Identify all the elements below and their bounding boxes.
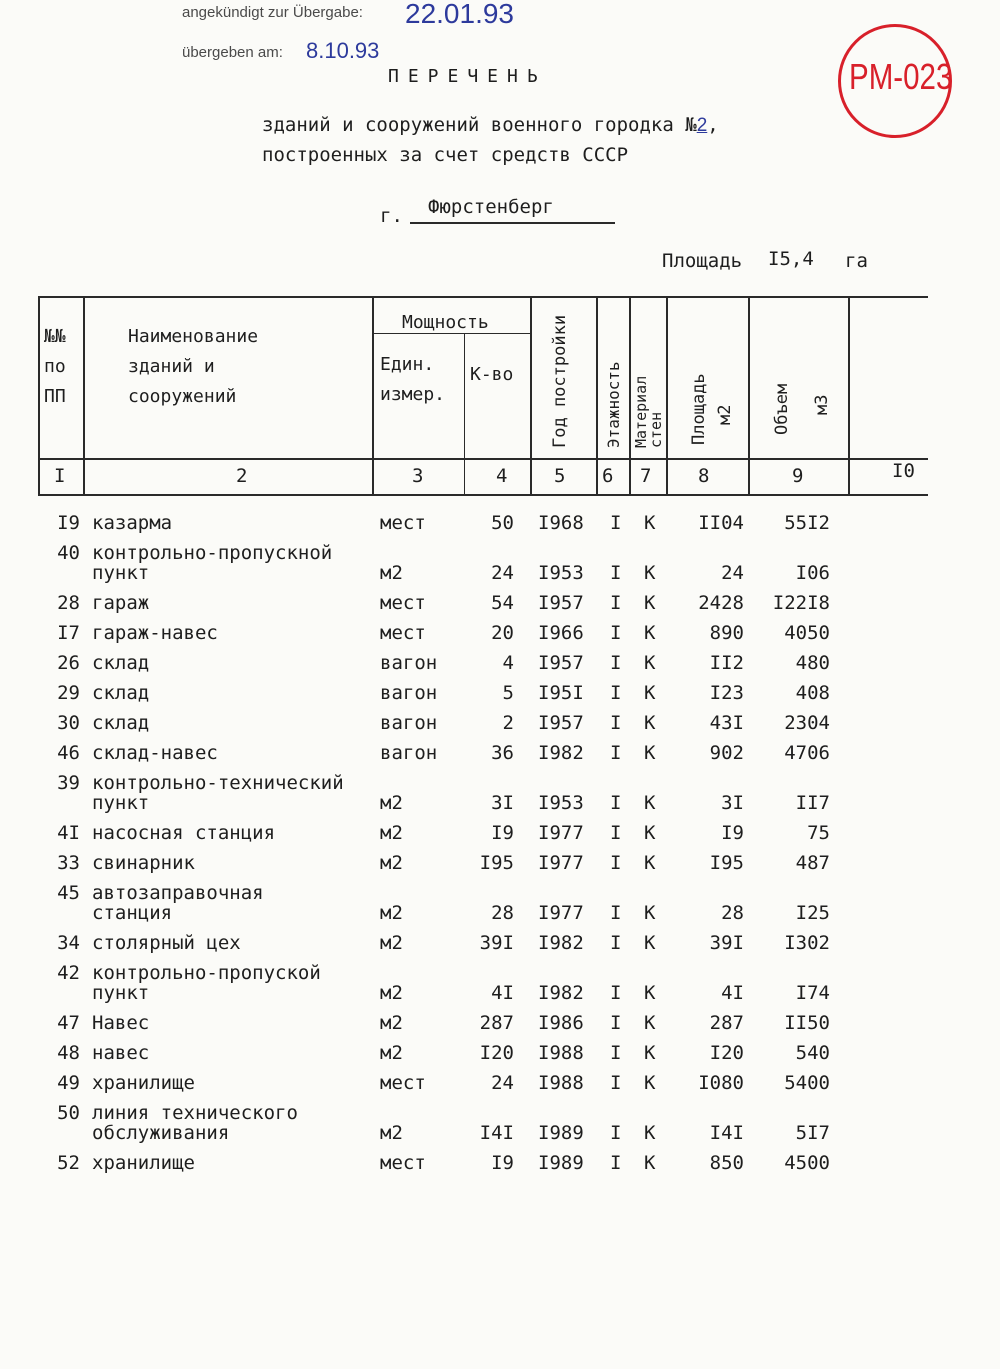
row-number: I9	[57, 512, 80, 534]
row-name: пункт	[92, 562, 150, 584]
row-year: I977	[538, 852, 584, 874]
row-name: автозаправочная	[92, 882, 264, 904]
row-quantity: 50	[491, 512, 514, 534]
row-year: I95I	[538, 682, 584, 704]
row-area: 902	[709, 742, 744, 764]
row-name: контрольно-технический	[92, 772, 344, 794]
row-number: 48	[57, 1042, 80, 1064]
col-number: 4	[496, 465, 508, 487]
row-area: I080	[698, 1072, 744, 1094]
row-number: 34	[57, 932, 80, 954]
header-volume: Объем м3	[772, 383, 832, 435]
row-unit: м2	[380, 902, 403, 924]
row-material: К	[644, 1042, 656, 1064]
subtitle-line2: построенных за счет средств СССР	[262, 144, 629, 166]
row-volume: I22I8	[772, 592, 830, 614]
row-number: 33	[57, 852, 80, 874]
row-material: К	[644, 652, 656, 674]
header-power: Мощность	[402, 312, 489, 333]
row-year: I989	[538, 1122, 584, 1144]
row-material: К	[644, 852, 656, 874]
handed-date: 8.10.93	[306, 38, 380, 63]
row-year: I957	[538, 712, 584, 734]
row-floors: I	[610, 742, 622, 764]
row-name: контрольно-пропуской	[92, 962, 321, 984]
col-border	[666, 296, 668, 496]
row-area: 890	[709, 622, 744, 644]
row-unit: мест	[380, 512, 426, 534]
row-number: 28	[57, 592, 80, 614]
row-year: I977	[538, 822, 584, 844]
row-year: I953	[538, 562, 584, 584]
row-unit: вагон	[380, 742, 438, 764]
area-unit: га	[845, 250, 868, 272]
row-area: I20	[709, 1042, 744, 1064]
row-name: хранилище	[92, 1072, 195, 1094]
row-volume: II50	[784, 1012, 830, 1034]
row-material: К	[644, 822, 656, 844]
row-floors: I	[610, 902, 622, 924]
col-number: 3	[412, 465, 424, 487]
row-quantity: 287	[479, 1012, 514, 1034]
col-border	[464, 334, 465, 496]
row-material: К	[644, 1122, 656, 1144]
row-quantity: 3I	[491, 792, 514, 814]
row-name: насосная станция	[92, 822, 276, 844]
row-volume: 480	[795, 652, 830, 674]
header-material: Материал стен	[632, 375, 665, 448]
col-number: 7	[640, 465, 652, 487]
row-area: I23	[709, 682, 744, 704]
row-name: свинарник	[92, 852, 195, 874]
row-number: 30	[57, 712, 80, 734]
row-year: I968	[538, 512, 584, 534]
col-number: 5	[554, 465, 566, 487]
row-volume: 540	[795, 1042, 830, 1064]
row-unit: м2	[380, 982, 403, 1004]
col-border	[83, 296, 85, 496]
row-floors: I	[610, 792, 622, 814]
handed-label: übergeben am:	[182, 44, 283, 61]
row-unit: мест	[380, 1072, 426, 1094]
row-area: 287	[709, 1012, 744, 1034]
row-name: склад	[92, 682, 150, 704]
row-material: К	[644, 512, 656, 534]
row-unit: м2	[380, 932, 403, 954]
row-quantity: 28	[491, 902, 514, 924]
row-year: I982	[538, 982, 584, 1004]
row-name: контрольно-пропускной	[92, 542, 333, 564]
row-name: пункт	[92, 792, 150, 814]
row-floors: I	[610, 512, 622, 534]
row-quantity: 39I	[479, 932, 514, 954]
row-material: К	[644, 562, 656, 584]
row-year: I957	[538, 652, 584, 674]
row-volume: I06	[795, 562, 830, 584]
row-name: гараж	[92, 592, 150, 614]
row-area: 24	[721, 562, 744, 584]
row-volume: 5I7	[795, 1122, 830, 1144]
row-floors: I	[610, 982, 622, 1004]
row-number: 39	[57, 772, 80, 794]
row-name: склад	[92, 652, 150, 674]
row-number: 47	[57, 1012, 80, 1034]
col-number: 8	[698, 465, 710, 487]
row-name: хранилище	[92, 1152, 195, 1174]
col-border	[629, 296, 631, 496]
row-number: 29	[57, 682, 80, 704]
row-volume: I302	[784, 932, 830, 954]
row-name: станция	[92, 902, 173, 924]
row-volume: 487	[795, 852, 830, 874]
row-name: казарма	[92, 512, 173, 534]
row-number: I7	[57, 622, 80, 644]
row-year: I988	[538, 1072, 584, 1094]
row-unit: вагон	[380, 712, 438, 734]
row-unit: вагон	[380, 652, 438, 674]
row-floors: I	[610, 1072, 622, 1094]
col-number: 9	[792, 465, 804, 487]
row-volume: 4706	[784, 742, 830, 764]
row-volume: 5400	[784, 1072, 830, 1094]
row-area: 28	[721, 902, 744, 924]
row-quantity: 2	[502, 712, 514, 734]
town-number: 2	[696, 115, 708, 136]
row-floors: I	[610, 822, 622, 844]
row-quantity: I20	[479, 1042, 514, 1064]
row-floors: I	[610, 1042, 622, 1064]
row-area: 39I	[709, 932, 744, 954]
row-material: К	[644, 982, 656, 1004]
row-area: 43I	[709, 712, 744, 734]
announced-label: angekündigt zur Übergabe:	[182, 4, 363, 21]
header-top-border	[38, 296, 928, 298]
header-qty: К-во	[470, 364, 514, 385]
row-number: 26	[57, 652, 80, 674]
row-material: К	[644, 742, 656, 764]
row-name: гараж-навес	[92, 622, 218, 644]
row-name: склад	[92, 712, 150, 734]
row-quantity: 4I	[491, 982, 514, 1004]
row-name: столярный цех	[92, 932, 241, 954]
row-material: К	[644, 682, 656, 704]
col-border	[848, 296, 850, 496]
row-area: I95	[709, 852, 744, 874]
area-label: Площадь	[662, 250, 743, 272]
row-area: I4I	[709, 1122, 744, 1144]
row-floors: I	[610, 852, 622, 874]
row-quantity: I4I	[479, 1122, 514, 1144]
row-floors: I	[610, 682, 622, 704]
row-floors: I	[610, 712, 622, 734]
city-label: г.	[380, 205, 403, 227]
col-number: 2	[236, 465, 248, 487]
header-mid-border	[38, 458, 928, 460]
row-number: 4I	[57, 822, 80, 844]
row-quantity: 20	[491, 622, 514, 644]
row-material: К	[644, 592, 656, 614]
row-unit: мест	[380, 592, 426, 614]
row-number: 46	[57, 742, 80, 764]
col-border	[372, 296, 374, 496]
header-num: №№ по ПП	[44, 326, 66, 407]
row-floors: I	[610, 932, 622, 954]
city-underline	[410, 222, 615, 224]
row-volume: 4050	[784, 622, 830, 644]
row-quantity: 24	[491, 562, 514, 584]
row-area: 850	[709, 1152, 744, 1174]
row-unit: м2	[380, 562, 403, 584]
row-unit: м2	[380, 792, 403, 814]
row-volume: I25	[795, 902, 830, 924]
row-unit: м2	[380, 852, 403, 874]
row-unit: вагон	[380, 682, 438, 704]
header-area: Площадь м2	[689, 373, 735, 445]
row-unit: м2	[380, 822, 403, 844]
row-name: склад-навес	[92, 742, 218, 764]
row-volume: II7	[795, 792, 830, 814]
row-year: I966	[538, 622, 584, 644]
subtitle-line1: зданий и сооружений военного городка №2,	[262, 114, 719, 136]
col-number: I0	[892, 460, 915, 482]
row-year: I953	[538, 792, 584, 814]
row-material: К	[644, 902, 656, 924]
row-name: обслуживания	[92, 1122, 230, 1144]
row-material: К	[644, 1012, 656, 1034]
header-bottom-border	[38, 494, 928, 496]
header-year: Год постройки	[550, 314, 570, 448]
row-area: 3I	[721, 792, 744, 814]
row-volume: 408	[795, 682, 830, 704]
row-year: I986	[538, 1012, 584, 1034]
col-border	[38, 296, 40, 496]
row-floors: I	[610, 622, 622, 644]
row-name: навес	[92, 1042, 150, 1064]
row-quantity: 54	[491, 592, 514, 614]
row-name: пункт	[92, 982, 150, 1004]
row-number: 49	[57, 1072, 80, 1094]
row-year: I989	[538, 1152, 584, 1174]
row-quantity: 5	[502, 682, 514, 704]
row-area: 4I	[721, 982, 744, 1004]
row-number: 45	[57, 882, 80, 904]
row-unit: м2	[380, 1012, 403, 1034]
city-name: Фюрстенберг	[428, 196, 554, 218]
row-year: I977	[538, 902, 584, 924]
row-floors: I	[610, 562, 622, 584]
row-quantity: 24	[491, 1072, 514, 1094]
col-number: 6	[602, 465, 614, 487]
row-area: I9	[721, 822, 744, 844]
area-value: I5,4	[768, 248, 814, 270]
row-area: 2428	[698, 592, 744, 614]
archive-code: PM-023	[849, 56, 953, 97]
row-number: 40	[57, 542, 80, 564]
document-title: ПЕРЕЧЕНЬ	[388, 66, 547, 87]
row-floors: I	[610, 592, 622, 614]
row-number: 52	[57, 1152, 80, 1174]
row-material: К	[644, 1072, 656, 1094]
row-number: 42	[57, 962, 80, 984]
row-quantity: 36	[491, 742, 514, 764]
row-material: К	[644, 712, 656, 734]
row-area: II04	[698, 512, 744, 534]
col-border	[596, 296, 598, 496]
row-floors: I	[610, 1122, 622, 1144]
col-border	[530, 296, 532, 496]
row-year: I988	[538, 1042, 584, 1064]
row-volume: 2304	[784, 712, 830, 734]
row-volume: 55I2	[784, 512, 830, 534]
header-unit: Един. измер.	[380, 354, 446, 405]
row-year: I982	[538, 932, 584, 954]
row-material: К	[644, 622, 656, 644]
row-quantity: I9	[491, 822, 514, 844]
row-quantity: I95	[479, 852, 514, 874]
row-year: I982	[538, 742, 584, 764]
row-floors: I	[610, 652, 622, 674]
announced-date: 22.01.93	[405, 0, 514, 29]
row-material: К	[644, 792, 656, 814]
row-area: II2	[709, 652, 744, 674]
row-volume: 4500	[784, 1152, 830, 1174]
row-name: Навес	[92, 1012, 150, 1034]
row-year: I957	[538, 592, 584, 614]
row-unit: м2	[380, 1122, 403, 1144]
row-material: К	[644, 1152, 656, 1174]
header-floors: Этажность	[604, 361, 623, 448]
row-quantity: 4	[502, 652, 514, 674]
row-volume: I74	[795, 982, 830, 1004]
row-number: 50	[57, 1102, 80, 1124]
row-unit: мест	[380, 1152, 426, 1174]
col-number: I	[54, 465, 66, 487]
row-unit: м2	[380, 1042, 403, 1064]
row-floors: I	[610, 1012, 622, 1034]
row-quantity: I9	[491, 1152, 514, 1174]
row-floors: I	[610, 1152, 622, 1174]
row-material: К	[644, 932, 656, 954]
col-border	[748, 296, 750, 496]
header-name: Наименование зданий и сооружений	[128, 326, 259, 407]
row-name: линия технического	[92, 1102, 298, 1124]
row-volume: 75	[807, 822, 830, 844]
row-unit: мест	[380, 622, 426, 644]
